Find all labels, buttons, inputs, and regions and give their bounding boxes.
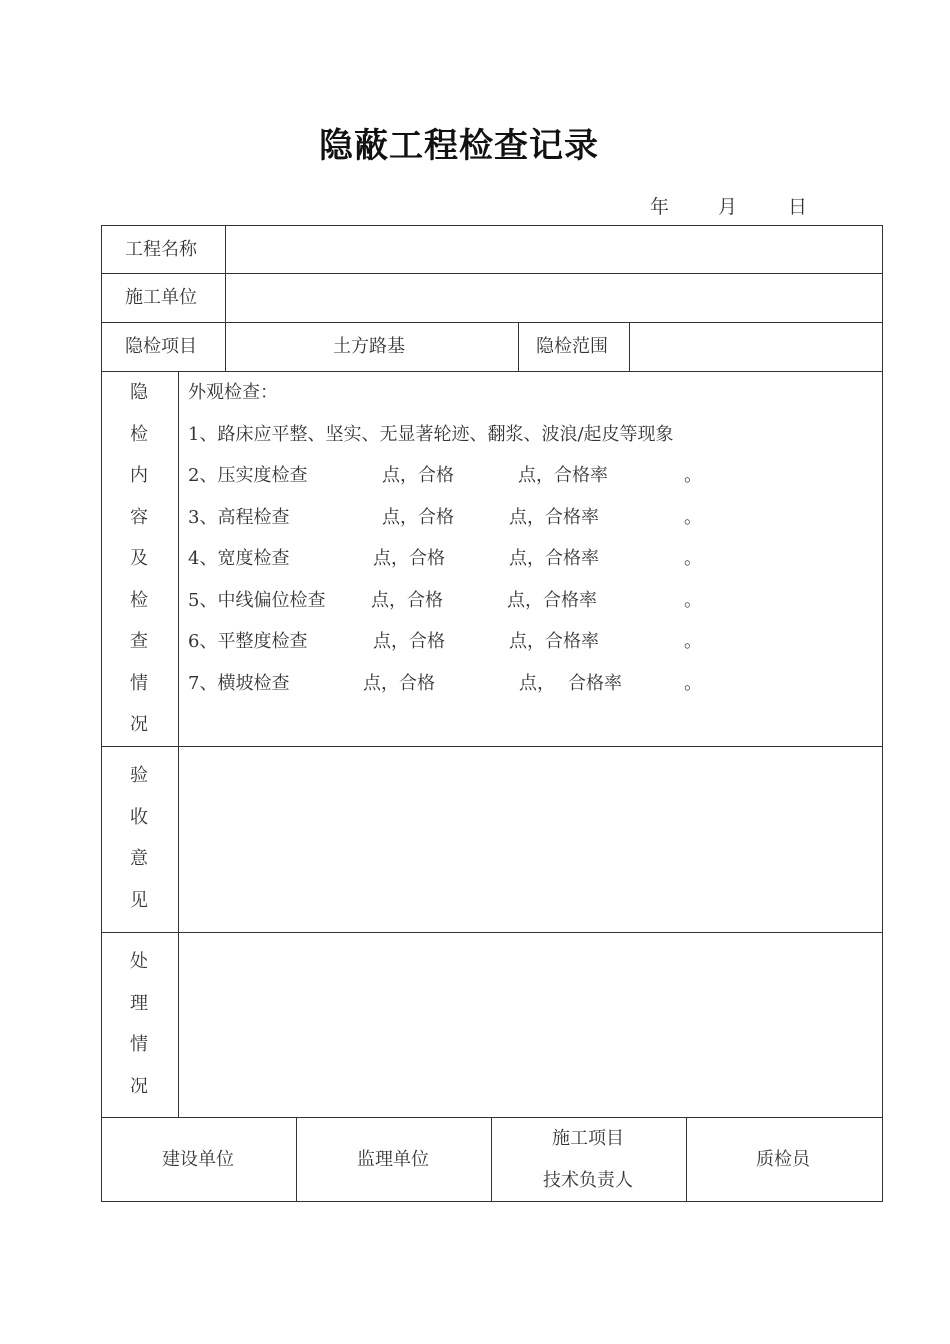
content-label-char: 检 bbox=[130, 590, 148, 611]
date-day[interactable]: 日 bbox=[788, 196, 808, 218]
check-pass-rate[interactable]: 合格率 bbox=[568, 673, 622, 694]
content-label-char: 检 bbox=[130, 424, 148, 445]
check-end: 。 bbox=[684, 548, 702, 569]
check-points[interactable]: 点，合格 bbox=[371, 590, 443, 611]
acceptance-label-char: 见 bbox=[130, 890, 148, 911]
footer-supervisor-unit: 监理单位 bbox=[357, 1149, 429, 1170]
inspection-scope-label: 隐检范围 bbox=[536, 336, 608, 357]
footer-inspector: 质检员 bbox=[756, 1149, 810, 1170]
handling-label-char: 理 bbox=[130, 993, 148, 1014]
construction-unit-label: 施工单位 bbox=[125, 287, 197, 308]
check-points[interactable]: 点，合格 bbox=[363, 673, 435, 694]
check-points[interactable]: 点，合格 bbox=[382, 507, 454, 528]
column-divider bbox=[518, 322, 519, 372]
column-divider bbox=[491, 1117, 492, 1202]
check-name: 2、压实度检查 bbox=[188, 465, 308, 486]
project-name-label: 工程名称 bbox=[125, 239, 197, 260]
roadbed-requirement-line: 1、路床应平整、坚实、无显著轮迹、翻浆、波浪/起皮等现象 bbox=[188, 424, 674, 445]
project-name-field[interactable] bbox=[226, 226, 882, 273]
inspection-scope-field[interactable] bbox=[630, 323, 882, 371]
acceptance-label-char: 验 bbox=[130, 765, 148, 786]
check-points[interactable]: 点，合格 bbox=[373, 631, 445, 652]
column-divider bbox=[296, 1117, 297, 1202]
acceptance-label-char: 意 bbox=[130, 848, 148, 869]
check-name: 4、宽度检查 bbox=[188, 548, 290, 569]
check-end: 。 bbox=[684, 631, 702, 652]
check-name: 5、中线偏位检查 bbox=[188, 590, 326, 611]
content-label-char: 容 bbox=[130, 507, 148, 528]
check-name: 6、平整度检查 bbox=[188, 631, 308, 652]
check-pass-rate[interactable]: 点，合格率 bbox=[509, 548, 599, 569]
check-pass-rate[interactable]: 点，合格率 bbox=[518, 465, 608, 486]
check-points[interactable]: 点，合格 bbox=[382, 465, 454, 486]
check-end: 。 bbox=[684, 507, 702, 528]
document-title: 隐蔽工程检查记录 bbox=[319, 126, 599, 166]
footer-owner-unit: 建设单位 bbox=[162, 1149, 234, 1170]
check-name: 7、横坡检查 bbox=[188, 673, 290, 694]
date-month[interactable]: 月 bbox=[718, 196, 738, 218]
check-pass-rate[interactable]: 点，合格率 bbox=[507, 590, 597, 611]
date-year[interactable]: 年 bbox=[650, 196, 670, 218]
acceptance-label-char: 收 bbox=[130, 807, 148, 828]
content-label-char: 情 bbox=[130, 673, 148, 694]
content-label-char: 内 bbox=[130, 465, 148, 486]
appearance-check-heading: 外观检查： bbox=[188, 382, 278, 403]
content-label-char: 隐 bbox=[130, 382, 148, 403]
footer-tech-lead-line2: 技术负责人 bbox=[543, 1170, 633, 1191]
check-end: 。 bbox=[684, 673, 702, 694]
handling-label-char: 处 bbox=[130, 951, 148, 972]
handling-label-char: 情 bbox=[130, 1034, 148, 1055]
check-name: 3、高程检查 bbox=[188, 507, 290, 528]
acceptance-opinion-field[interactable] bbox=[179, 747, 882, 932]
inspection-item-value[interactable]: 土方路基 bbox=[333, 336, 405, 357]
footer-tech-lead-line1: 施工项目 bbox=[552, 1128, 624, 1149]
check-points-2[interactable]: 点， bbox=[519, 673, 555, 694]
inspection-item-label: 隐检项目 bbox=[125, 336, 197, 357]
handling-situation-field[interactable] bbox=[179, 933, 882, 1117]
content-label-char: 及 bbox=[130, 548, 148, 569]
row-divider bbox=[101, 1117, 883, 1118]
column-divider bbox=[686, 1117, 687, 1202]
construction-unit-field[interactable] bbox=[226, 274, 882, 322]
handling-label-char: 况 bbox=[130, 1076, 148, 1097]
border-bottom bbox=[101, 1201, 883, 1202]
check-end: 。 bbox=[684, 465, 702, 486]
content-label-char: 况 bbox=[130, 714, 148, 735]
check-points[interactable]: 点，合格 bbox=[373, 548, 445, 569]
check-pass-rate[interactable]: 点，合格率 bbox=[509, 507, 599, 528]
check-end: 。 bbox=[684, 590, 702, 611]
row-divider bbox=[101, 371, 883, 372]
content-label-char: 查 bbox=[130, 631, 148, 652]
check-pass-rate[interactable]: 点，合格率 bbox=[509, 631, 599, 652]
